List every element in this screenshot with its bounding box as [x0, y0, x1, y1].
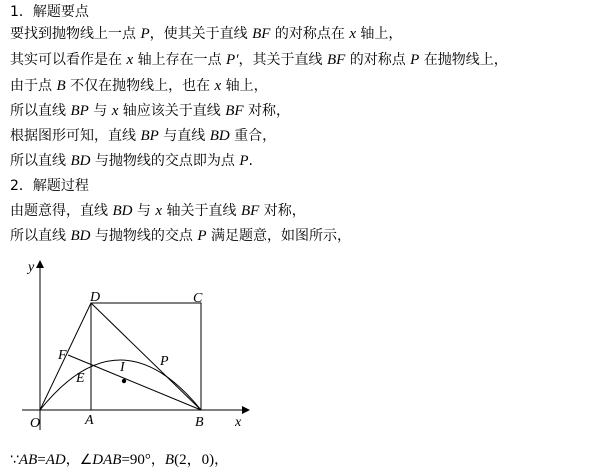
point-I — [122, 379, 126, 383]
section1-line4: 所以直线 BP 与 x 轴应该关于直线 BF 对称， — [10, 103, 291, 119]
section2-line2: 所以直线 BD 与抛物线的交点 P 满足题意，如图所示， — [10, 228, 351, 244]
section1-line3: 由于点 B 不仅在抛物线上，也在 x 轴上， — [10, 78, 268, 94]
label-I: I — [120, 360, 125, 375]
line-FB — [68, 355, 201, 410]
label-C: C — [193, 291, 203, 306]
label-P: P — [160, 354, 169, 369]
section1-line1: 要找到抛物线上一点 P，使其关于直线 BF 的对称点在 x 轴上， — [10, 26, 403, 42]
line-DB — [91, 303, 201, 410]
label-F: F — [58, 348, 67, 363]
label-D: D — [90, 290, 101, 305]
label-x: x — [235, 415, 242, 430]
label-E: E — [76, 371, 85, 386]
section1-line6: 所以直线 BD 与抛物线的交点即为点 P. — [10, 153, 253, 169]
label-O: O — [30, 416, 41, 431]
section1-line2: 其实可以看作是在 x 轴上存在一点 P′，其关于直线 BF 的对称点 P 在抛物线上， — [10, 52, 508, 68]
final-condition-line: ∵AB=AD，∠DAB=90°，B(2，0)， — [10, 452, 229, 468]
section2-line1: 由题意得，直线 BD 与 x 轴关于直线 BF 对称， — [10, 203, 306, 219]
x-axis-arrow — [242, 406, 250, 414]
section2-heading: 2．解题过程 — [10, 178, 89, 194]
label-A: A — [85, 413, 94, 428]
section1-heading: 1．解题要点 — [10, 4, 89, 20]
label-y: y — [28, 260, 35, 275]
y-axis-arrow — [36, 260, 44, 268]
section1-line5: 根据图形可知，直线 BP 与直线 BD 重合， — [10, 128, 277, 144]
geometry-figure — [20, 255, 260, 435]
label-B: B — [195, 415, 204, 430]
